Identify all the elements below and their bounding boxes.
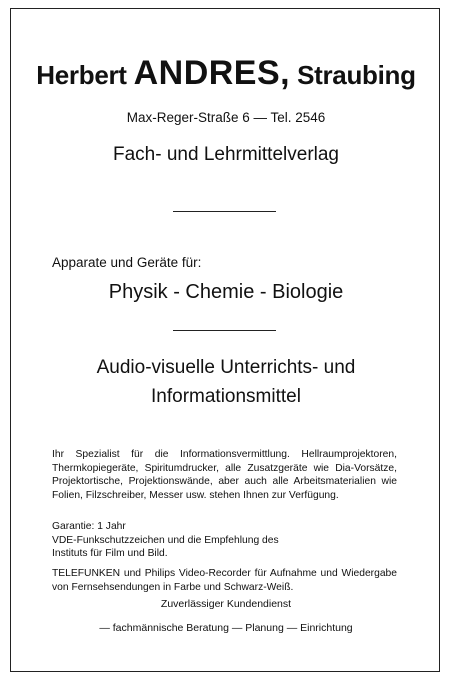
divider-rule xyxy=(173,211,276,212)
audio-visual-heading xyxy=(0,353,452,411)
audio-visual-line: Informationsmittel xyxy=(151,386,301,407)
header-city: Straubing xyxy=(297,60,416,90)
subjects-line: Physik - Chemie - Biologie xyxy=(108,281,344,303)
guarantee-line: Instituts für Film und Bild. xyxy=(52,548,168,560)
company-header xyxy=(0,54,452,93)
guarantee-block xyxy=(52,520,397,561)
address-line: Max-Reger-Straße 6 — Tel. 2546 xyxy=(126,110,326,125)
guarantee-line: Garantie: 1 Jahr xyxy=(52,521,126,532)
consulting-line: — fachmännische Beratung — Planung — Einrichtung xyxy=(99,622,353,634)
guarantee-line: VDE-Funkschutzzeichen und die Empfehlung des xyxy=(52,534,279,546)
audio-visual-line: Audio-visuelle Unterrichts- und xyxy=(96,357,356,378)
divider-rule xyxy=(173,330,276,331)
header-surname: ANDRES, xyxy=(133,54,291,92)
publisher-title: Fach- und Lehrmittelverlag xyxy=(113,144,339,165)
video-recorder-paragraph: TELEFUNKEN und Philips Video-Recorder für Aufnahme und Wiedergabe von Fernsehsendungen in Farbe und Schwarz-Weiß. xyxy=(52,568,397,593)
specialist-paragraph: Ihr Spezialist für die Informationsvermittlung. Hellraumprojektoren, Thermkopiegeräte, Spiritumdrucker, alle Zusatzgeräte wie Dia-Vorsätze, Projektortische, Projektionswände, aber auch alle Arbeitsmaterialien wie Folien, Filzschreiber, Messer usw. stehen Ihnen zur Verfügung. xyxy=(52,449,397,501)
header-first-name: Herbert xyxy=(36,60,127,90)
service-line: Zuverlässiger Kundendienst xyxy=(160,598,292,610)
apparatus-intro: Apparate und Geräte für: xyxy=(52,255,202,270)
